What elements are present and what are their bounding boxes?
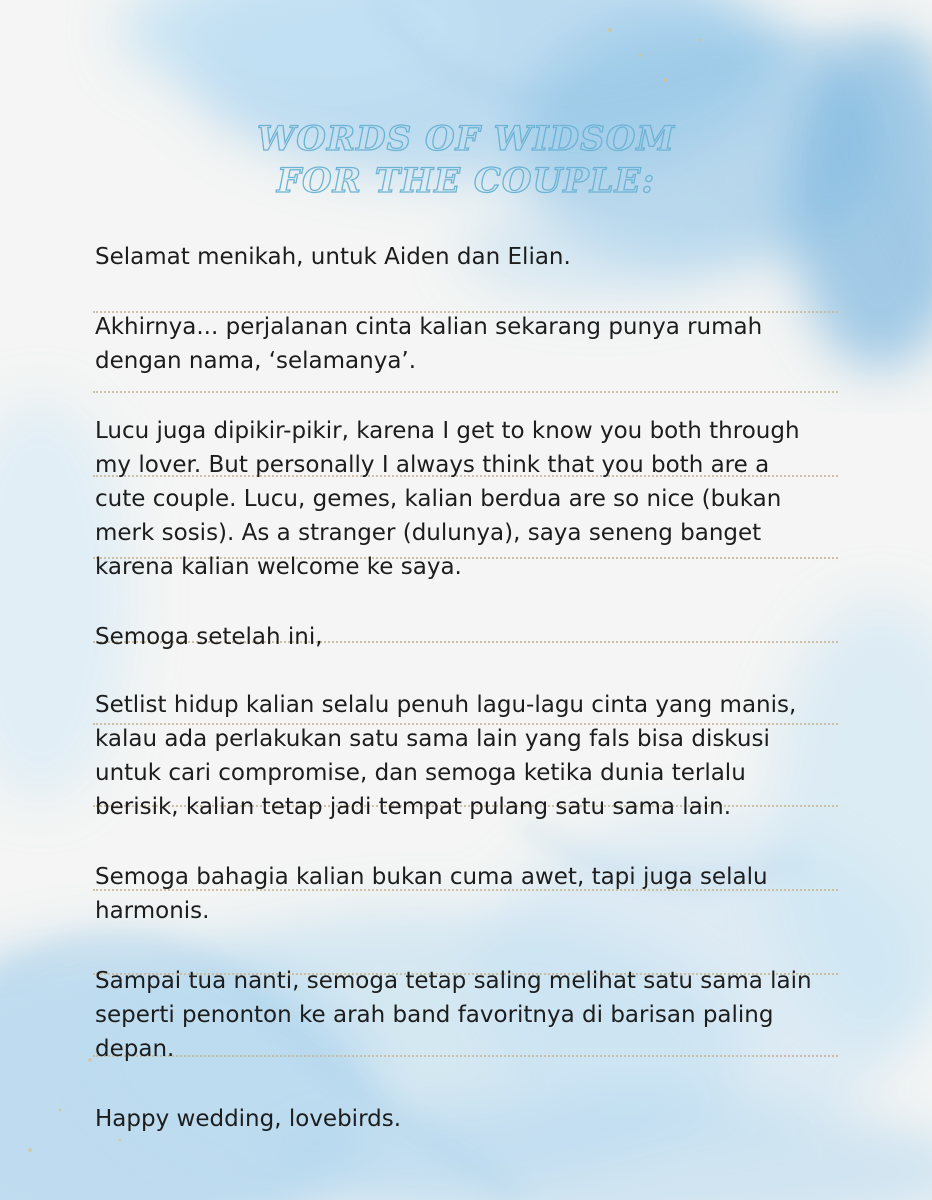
paragraph-6-line-3: depan. [95,1036,175,1062]
paragraph-2-line-1: Lucu juga dipikir-pikir, karena I get to know you both through [95,418,800,444]
paragraph-2-line-4: merk sosis). As a stranger (dulunya), saya seneng banget [95,520,762,546]
paragraph-4-line-2: kalau ada perlakukan satu sama lain yang fals bisa diskusi [95,726,770,752]
paragraph-2-line-3: cute couple. Lucu, gemes, kalian berdua are so nice (bukan [95,486,782,512]
paragraph-1-line-2: dengan nama, ‘selamanya’. [95,348,417,374]
paragraph-2-line-5: karena kalian welcome ke saya. [95,554,462,580]
paragraph-6-line-2: seperti penonton ke arah band favoritnya di barisan paling [95,1002,774,1028]
paragraph-1-line-1: Akhirnya... perjalanan cinta kalian sekarang punya rumah [95,314,763,340]
closing-line: Happy wedding, lovebirds. [95,1106,402,1132]
paragraph-3-line-1: Semoga setelah ini, [95,624,323,650]
paragraph-6-line-1: Sampai tua nanti, semoga tetap saling melihat satu sama lain [95,968,812,994]
ruled-line [93,391,838,393]
paragraph-2-line-2: my lover. But personally I always think that you both are a [95,452,770,478]
paragraph-5-line-2: harmonis. [95,898,210,924]
greeting-line: Selamat menikah, untuk Aiden dan Elian. [95,244,571,270]
paragraph-4-line-3: untuk cari compromise, dan semoga ketika dunia terlalu [95,760,746,786]
paragraph-4-line-1: Setlist hidup kalian selalu penuh lagu-lagu cinta yang manis, [95,692,797,718]
paragraph-5-line-1: Semoga bahagia kalian bukan cuma awet, tapi juga selalu [95,864,768,890]
heading-line-2: FOR THE COUPLE: [276,161,656,201]
heading-line-1: WORDS OF WIDSOM [257,119,675,159]
paragraph-4-line-4: berisik, kalian tetap jadi tempat pulang satu sama lain. [95,794,732,820]
